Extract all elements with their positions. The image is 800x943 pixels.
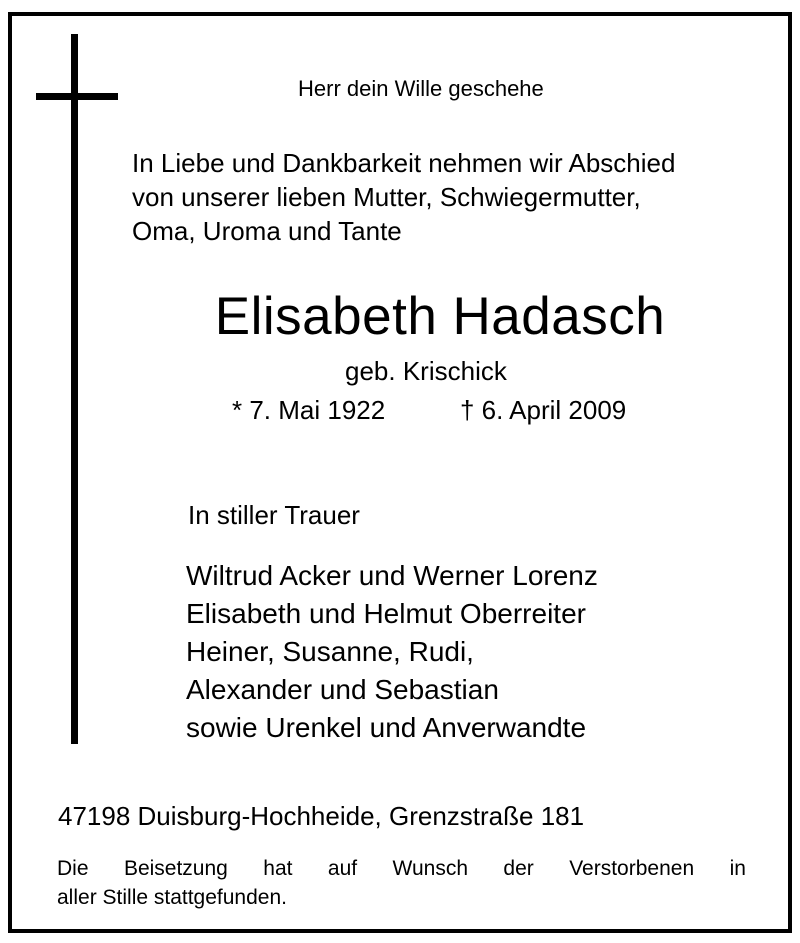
family-line: sowie Urenkel und Anverwandte bbox=[186, 712, 587, 743]
funeral-word: Die bbox=[57, 857, 89, 880]
family-list bbox=[186, 557, 598, 747]
funeral-note-line-2: aller Stille stattgefunden. bbox=[57, 886, 287, 909]
cross-horizontal-bar bbox=[36, 93, 118, 100]
intro-line: In Liebe und Dankbarkeit nehmen wir Abschied bbox=[132, 148, 676, 178]
funeral-word: hat bbox=[263, 857, 293, 880]
birth-date: * 7. Mai 1922 bbox=[232, 395, 386, 425]
funeral-word: Wunsch bbox=[392, 857, 468, 880]
funeral-note bbox=[57, 854, 746, 912]
funeral-word: Beisetzung bbox=[123, 857, 228, 880]
family-line: Heiner, Susanne, Rudi, bbox=[186, 636, 474, 667]
funeral-word: auf bbox=[327, 857, 358, 880]
address: 47198 Duisburg-Hochheide, Grenzstraße 181 bbox=[58, 801, 585, 831]
maiden-name: geb. Krischick bbox=[345, 356, 507, 386]
funeral-note-line-1 bbox=[57, 854, 746, 883]
intro-line: von unserer lieben Mutter, Schwiegermutter, bbox=[132, 182, 641, 212]
funeral-word: der bbox=[503, 857, 534, 880]
death-date: † 6. April 2009 bbox=[460, 395, 627, 425]
mourning-phrase: In stiller Trauer bbox=[188, 500, 360, 530]
funeral-word: Verstorbenen bbox=[569, 857, 695, 880]
family-line: Alexander und Sebastian bbox=[186, 674, 499, 705]
intro-line: Oma, Uroma und Tante bbox=[132, 216, 402, 246]
intro-text bbox=[132, 146, 675, 248]
motto: Herr dein Wille geschehe bbox=[298, 76, 544, 101]
family-line: Elisabeth und Helmut Oberreiter bbox=[186, 598, 586, 629]
family-line: Wiltrud Acker und Werner Lorenz bbox=[186, 560, 598, 591]
cross-vertical-bar bbox=[71, 34, 78, 744]
funeral-word: in bbox=[729, 857, 746, 880]
deceased-name: Elisabeth Hadasch bbox=[214, 287, 666, 346]
